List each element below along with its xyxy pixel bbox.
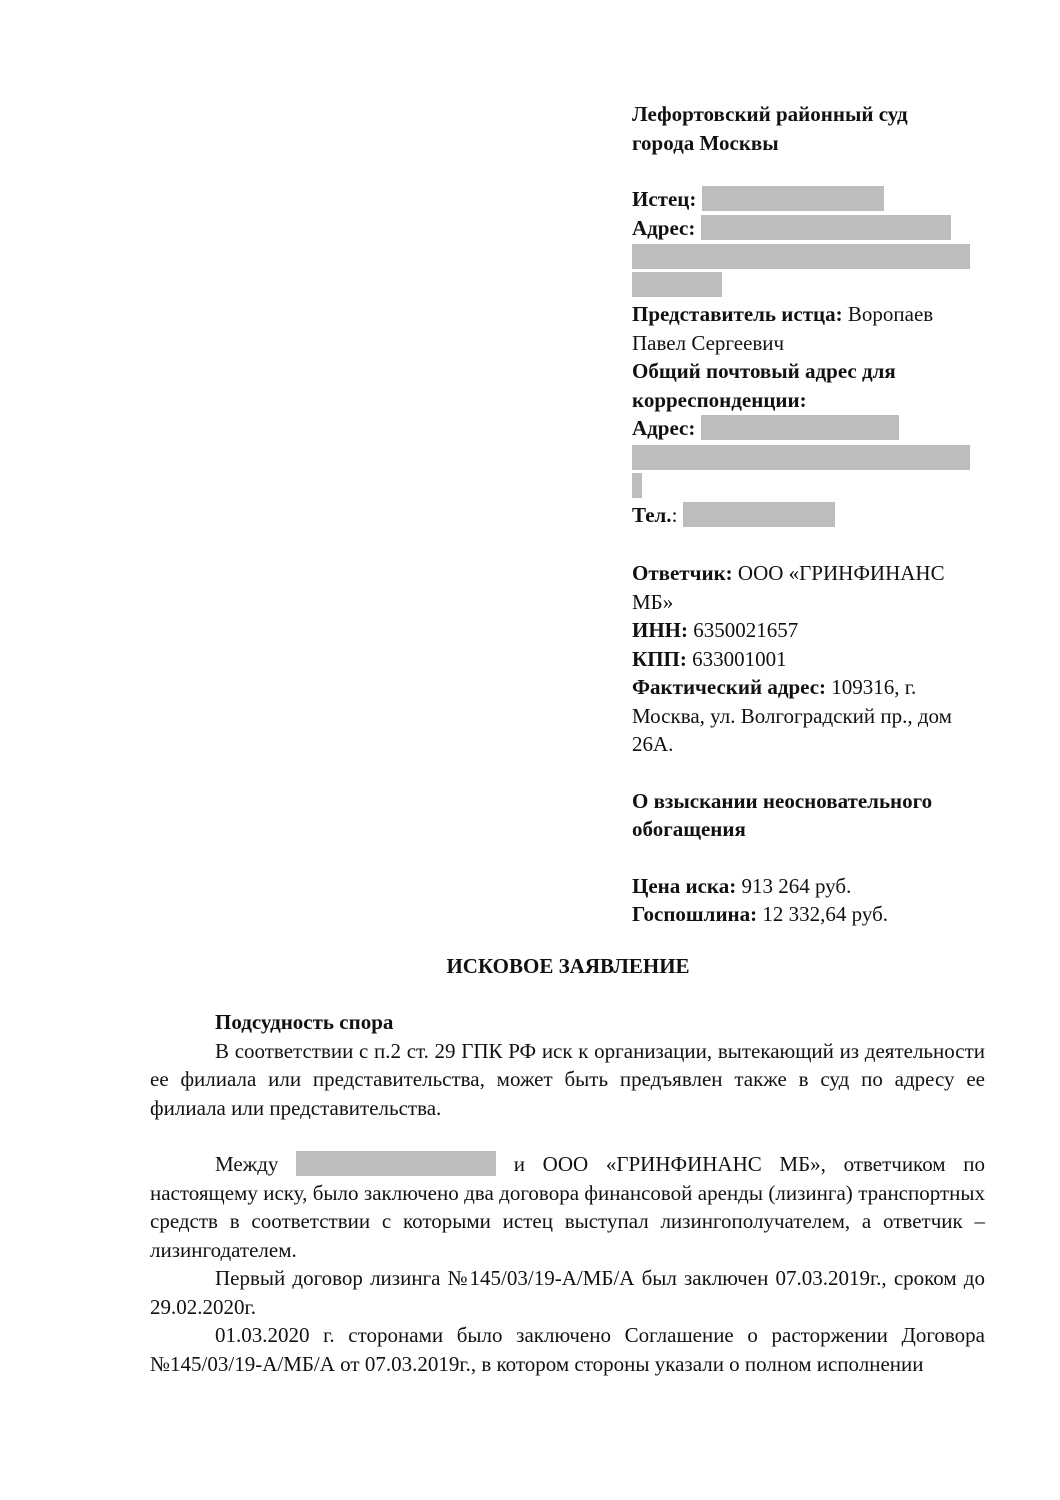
kpp-label: КПП: [632,646,687,671]
subject-line2: обогащения [632,817,746,841]
redacted-plaintiff-address-line2 [632,244,970,269]
kpp-value: 633001001 [692,646,787,671]
actual-address-part2: Москва, ул. Волгоградский пр., дом [632,703,952,728]
mail-address-label: Адрес: [632,416,696,440]
document-body [150,1008,985,1378]
redacted-mail-address [701,415,899,440]
actual-address-label: Фактический адрес: [632,675,827,699]
plaintiff-label: Истец: [632,187,697,211]
paragraph-first-contract: Первый договор лизинга №145/03/19-А/МБ/А был заключен 07.03.2019г., сроком до 29.02.2020г. [150,1266,985,1319]
plaintiff-address-label: Адрес: [632,215,696,240]
state-fee-value: 12 332,64 руб. [762,902,889,926]
redacted-mail-address-line2 [632,445,970,470]
court-name-line1: Лефортовский районный суд [632,102,908,126]
inn-label: ИНН: [632,618,688,642]
paragraph-jurisdiction: В соответствии с п.2 ст. 29 ГПК РФ иск к организации, вытекающий из деятельности ее филиала или представительства, может быть предъявлен также в суд по адресу ее филиала или представительства. [150,1038,985,1120]
claim-price-label: Цена иска: [632,873,737,898]
section-heading: Подсудность спора [215,1010,394,1034]
actual-address-part3: 26А. [632,732,674,756]
redacted-plaintiff-address [701,215,951,240]
phone-colon: : [671,502,678,527]
redacted-mail-address-line3 [632,473,642,498]
phone-label: Тел. [632,502,672,527]
defendant-name-part2: МБ» [632,589,674,614]
redacted-plaintiff-address-line3 [632,272,722,297]
paragraph-parties-start: Между [215,1152,279,1176]
mail-address-label-line2: корреспонденции: [632,387,807,412]
representative-label: Представитель истца: [632,302,843,326]
paragraph-termination: 01.03.2020 г. сторонами было заключено Соглашение о расторжении Договора №145/03/19-А/МБ/А от 07.03.2019г., в котором стороны указали о полном исполнении [150,1323,985,1376]
paragraph-parties-rest: и ООО «ГРИНФИНАНС МБ», ответчиком по настоящему иску, было заключено два договора финансовой аренды (лизинга) транспортных средств в соответствии с которыми истец выступал лизингополучателем, а ответчик – лизингодателем. [150,1152,985,1262]
defendant-label: Ответчик: [632,561,733,585]
addressee-block [632,100,972,929]
mail-address-label-line1: Общий почтовый адрес для [632,359,896,383]
redacted-party-name [296,1151,496,1176]
defendant-name-part1: ООО «ГРИНФИНАНС [737,561,945,585]
claim-price-value: 913 264 руб. [741,873,852,898]
representative-name-part2: Павел Сергеевич [632,330,785,355]
document-title: ИСКОВОЕ ЗАЯВЛЕНИЕ [446,954,690,978]
subject-line1: О взыскании неосновательного [632,788,933,813]
redacted-phone [683,502,835,527]
paragraph-parties [150,1150,985,1264]
inn-value: 6350021657 [693,618,799,642]
representative-name-part1: Воропаев [847,302,934,326]
redacted-plaintiff-name [702,186,884,211]
actual-address-part1: 109316, г. [831,675,917,699]
state-fee-label: Госпошлина: [632,902,758,926]
court-name-line2: города Москвы [632,130,779,155]
